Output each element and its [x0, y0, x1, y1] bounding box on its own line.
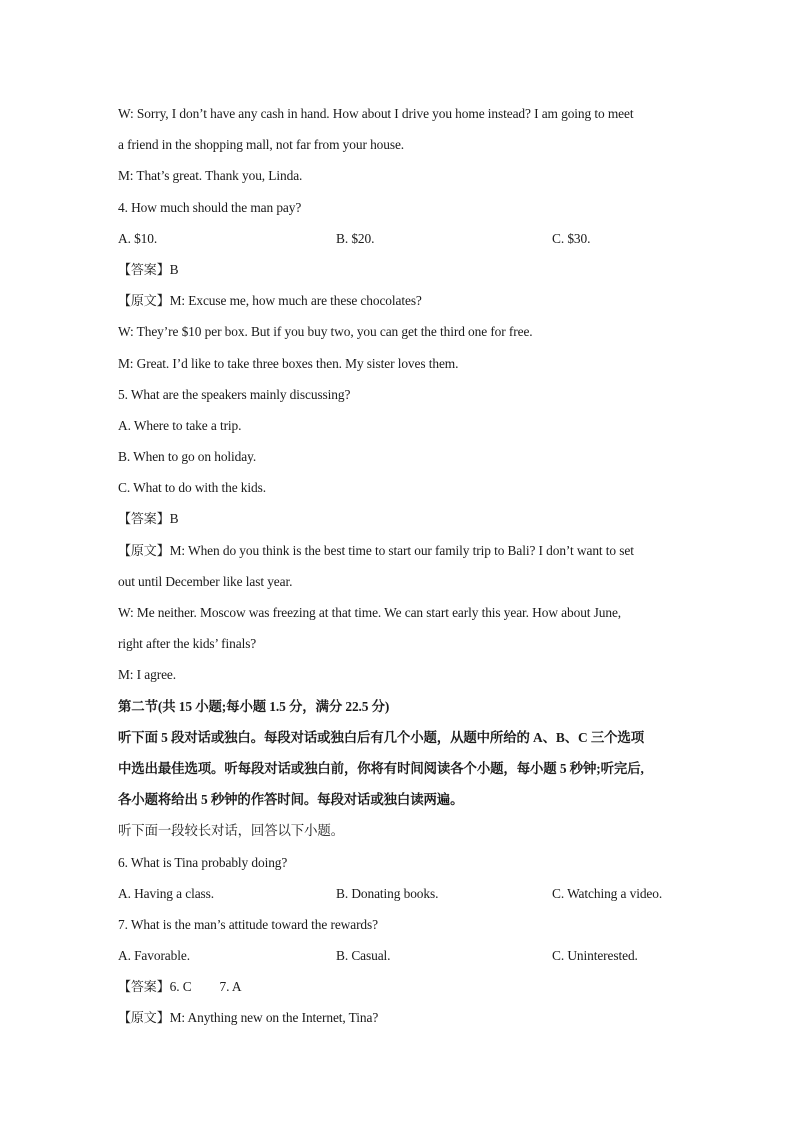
answer-value: B — [169, 511, 179, 527]
transcript-tag: 【原文】 — [118, 294, 170, 310]
dialogue-line: W: Sorry, I don’t have any cash in hand. How about I drive you home instead? I am going to meet — [118, 106, 634, 121]
transcript-text: M: Anything new on the Internet, Tina? — [169, 1010, 379, 1026]
transcript-4 — [118, 285, 678, 316]
question-5: 5. What are the speakers mainly discussing? — [118, 386, 351, 402]
answer-tag: 【答案】 — [118, 512, 170, 528]
option-a: A. Having a class. — [118, 885, 215, 901]
dialogue-line: M: That’s great. Thank you, Linda. — [118, 168, 303, 184]
dialogue-line: right after the kids’ finals? — [118, 636, 257, 652]
answer-4 — [118, 254, 678, 285]
dialogue-line: a friend in the shopping mall, not far from your house. — [118, 137, 405, 153]
transcript-6-7 — [118, 1002, 678, 1033]
answer-value: B — [169, 261, 179, 277]
instruction-line: 各小题将给出 5 秒钟的作答时间。每段对话或独白读两遍。 — [118, 792, 464, 808]
transcript-text: M: When do you think is the best time to start our family trip to Bali? I don’t want to set — [169, 542, 634, 558]
option-c: C. Uninterested. — [552, 948, 638, 964]
sub-instruction: 听下面一段较长对话，回答以下小题。 — [118, 823, 344, 839]
option-b: B. When to go on holiday. — [118, 449, 257, 465]
question-7-options — [118, 940, 678, 971]
question-4: 4. How much should the man pay? — [118, 199, 302, 215]
answer-value-7: 7. A — [219, 979, 242, 995]
dialogue-line: M: I agree. — [118, 667, 177, 683]
answer-6-7 — [118, 971, 678, 1002]
dialogue-line: W: They’re $10 per box. But if you buy two, you can get the third one for free. — [118, 324, 533, 340]
option-b: B. $20. — [336, 230, 375, 246]
answer-5 — [118, 503, 678, 534]
question-6: 6. What is Tina probably doing? — [118, 854, 288, 870]
option-a: A. $10. — [118, 230, 158, 246]
question-7: 7. What is the man’s attitude toward the rewards? — [118, 916, 378, 932]
section-heading: 第二节(共 15 小题;每小题 1.5 分，满分 22.5 分) — [118, 698, 390, 714]
option-c: C. $30. — [552, 230, 591, 246]
transcript-tag: 【原文】 — [118, 543, 170, 559]
document-page — [118, 98, 678, 1034]
answer-value-6: 6. C — [169, 979, 192, 995]
transcript-5 — [118, 535, 678, 566]
dialogue-line: W: Me neither. Moscow was freezing at that time. We can start early this year. How about June, — [118, 605, 622, 620]
option-c: C. What to do with the kids. — [118, 480, 266, 496]
question-6-options — [118, 878, 678, 909]
question-4-options — [118, 223, 678, 254]
answer-tag: 【答案】 — [118, 980, 170, 996]
instruction-line: 听下面 5 段对话或独白。每段对话或独白后有几个小题，从题中所给的 A、B、C 三个选项 — [118, 729, 645, 745]
option-c: C. Watching a video. — [552, 885, 663, 901]
dialogue-line: M: Great. I’d like to take three boxes then. My sister loves them. — [118, 355, 459, 371]
option-b: B. Donating books. — [336, 885, 439, 901]
transcript-tag: 【原文】 — [118, 1011, 170, 1027]
dialogue-line: out until December like last year. — [118, 573, 293, 589]
option-a: A. Favorable. — [118, 948, 190, 964]
instruction-line: 中选出最佳选项。听每段对话或独白前，你将有时间阅读各个小题，每小题 5 秒钟;听完后, — [118, 760, 644, 776]
transcript-text: M: Excuse me, how much are these chocolates? — [169, 293, 422, 309]
option-b: B. Casual. — [336, 948, 391, 964]
option-a: A. Where to take a trip. — [118, 417, 242, 433]
answer-tag: 【答案】 — [118, 262, 170, 278]
